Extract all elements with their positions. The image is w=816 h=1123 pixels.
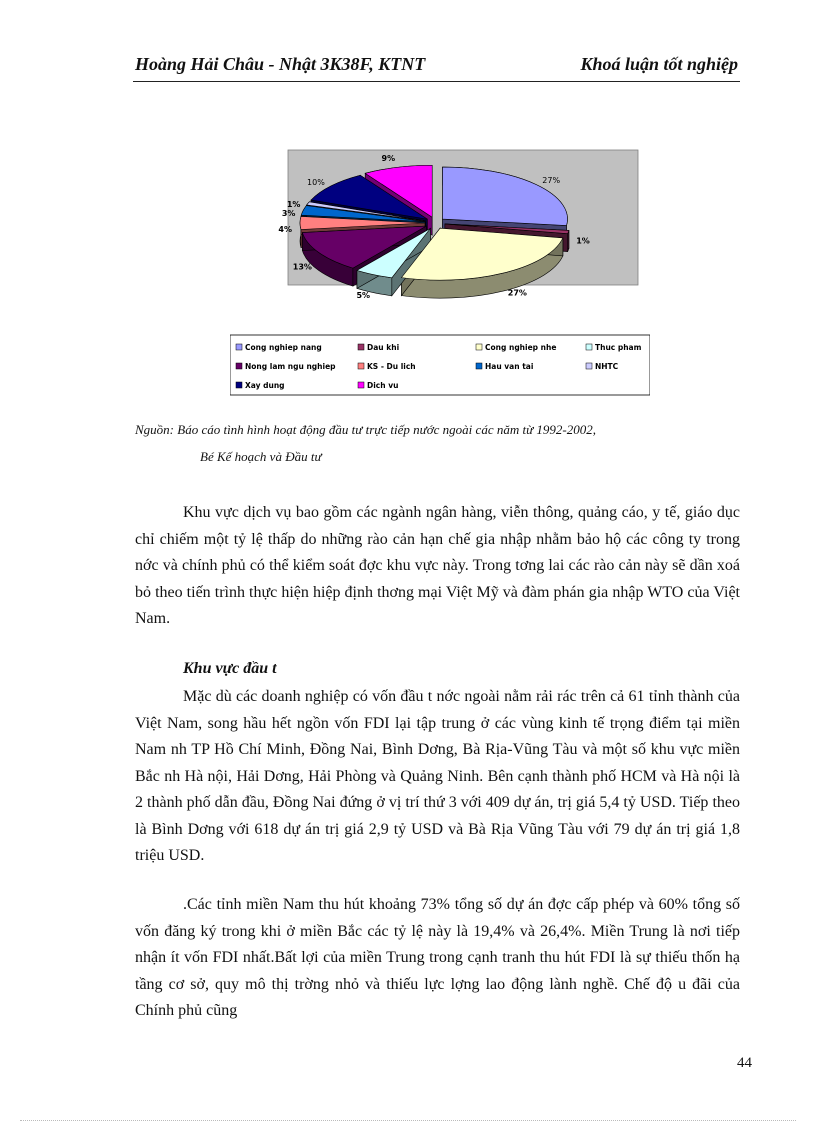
header-rule <box>133 81 740 82</box>
legend-swatch-8 <box>586 363 592 369</box>
bottom-rule <box>20 1120 796 1121</box>
legend-swatch-6 <box>358 363 364 369</box>
pie-label-7: 3% <box>281 208 296 218</box>
pie-label-5: 13% <box>292 262 312 272</box>
legend-label-8: NHTC <box>595 362 619 371</box>
pie-label-9: 10% <box>307 177 325 187</box>
legend-swatch-4 <box>586 344 592 350</box>
legend-label-3: Cong nghiep nhe <box>485 343 557 352</box>
legend-label-6: KS - Du lich <box>367 362 416 371</box>
pie-chart-svg <box>230 138 650 398</box>
pie-label-2: 1% <box>576 236 590 246</box>
source-line-2: Bé Kế hoạch và Đầu tư <box>200 449 322 464</box>
header-title: Khoá luận tốt nghiệp <box>580 54 738 74</box>
legend-swatch-2 <box>358 344 364 350</box>
source-note <box>135 416 735 470</box>
paragraph-regions-text: Mặc dù các doanh nghiệp có vốn đầu t nớc ngoài nằm rải rác trên cả 61 tỉnh thành của Việt Nam, song hầu hết ngồn vốn FDI lại tập trung ở các vùng kinh tế trọng điểm tại miền Nam nh TP Hồ Chí Minh, Đồng Nai, Bình Dơng, Bà Rịa-Vũng Tàu và một số khu vực miền Bắc nh Hà nội, Hải Dơng, Hải Phòng và Quảng Ninh. Bên cạnh thành phố HCM và Hà nội là 2 thành phố dẫn đầu, Đồng Nai đứng ở vị trí thứ 3 với 409 dự án, trị giá 5,4 tỷ USD. Tiếp theo là Bình Dơng với 618 dự án trị giá 2,9 tỷ USD và Bà Rịa Vũng Tàu với 79 dự án trị giá 1,8 triệu USD. <box>135 688 740 864</box>
paragraph-services <box>135 500 740 633</box>
legend-swatch-7 <box>476 363 482 369</box>
legend-label-4: Thuc pham <box>595 343 642 352</box>
legend-swatch-10 <box>358 382 364 388</box>
legend-swatch-5 <box>236 363 242 369</box>
legend-label-7: Hau van tai <box>485 362 534 371</box>
legend-label-10: Dich vu <box>367 381 399 390</box>
pie-label-10: 9% <box>381 153 396 163</box>
pie-label-8: 1% <box>286 199 301 209</box>
legend-swatch-3 <box>476 344 482 350</box>
pie-chart <box>230 138 650 398</box>
section-heading: Khu vực đầu t <box>183 660 277 677</box>
paragraph-services-text: Khu vực dịch vụ bao gồm các ngành ngân hàng, viễn thông, quảng cáo, y tế, giáo dục chỉ chiếm một tỷ lệ thấp do những rào cản hạn chế gia nhập nhằm bảo hộ các công ty trong nớc và chính phủ có thể kiểm soát đợc khu vực này. Trong tơng lai các rào cản này sẽ dần xoá bỏ theo tiến trình thực hiện hiệp định thơng mại Việt Mỹ và đàm phán gia nhập WTO của Việt Nam. <box>135 504 740 627</box>
legend-swatch-1 <box>236 344 242 350</box>
legend-label-9: Xay dung <box>245 381 285 390</box>
source-line-1: Nguồn: Báo cáo tình hình hoạt động đầu tư trực tiếp nước ngoài các năm từ 1992-2002, <box>135 422 597 437</box>
legend-label-5: Nong lam ngu nghiep <box>245 362 336 371</box>
page-number: 44 <box>737 1055 752 1071</box>
pie-label-6: 4% <box>278 225 292 234</box>
paragraph-regions <box>135 684 740 870</box>
pie-label-3: 27% <box>507 288 527 298</box>
legend-label-1: Cong nghiep nang <box>245 343 322 352</box>
pie-label-4: 5% <box>356 290 371 300</box>
header-author: Hoàng Hải Châu - Nhật 3K38F, KTNT <box>135 54 426 74</box>
legend-label-2: Dau khi <box>367 343 400 352</box>
paragraph-south-share-text: .Các tỉnh miền Nam thu hút khoảng 73% tổng số dự án đợc cấp phép và 60% tổng số vốn đăng ký trong khi ở miền Bắc các tỷ lệ này là 19,4% và 26,4%. Miền Trung là nơi tiếp nhận ít vốn FDI nhất.Bất lợi của miền Trung trong cạnh tranh thu hút FDI là sự thiếu thốn hạ tầng cơ sở, quy mô thị trờng nhỏ và thiếu lực lợng lao động lành nghề. Chế độ u đãi của Chính phủ cũng <box>135 896 740 1019</box>
legend-swatch-9 <box>236 382 242 388</box>
paragraph-south-share <box>135 892 740 1025</box>
pie-label-1: 27% <box>542 176 561 186</box>
